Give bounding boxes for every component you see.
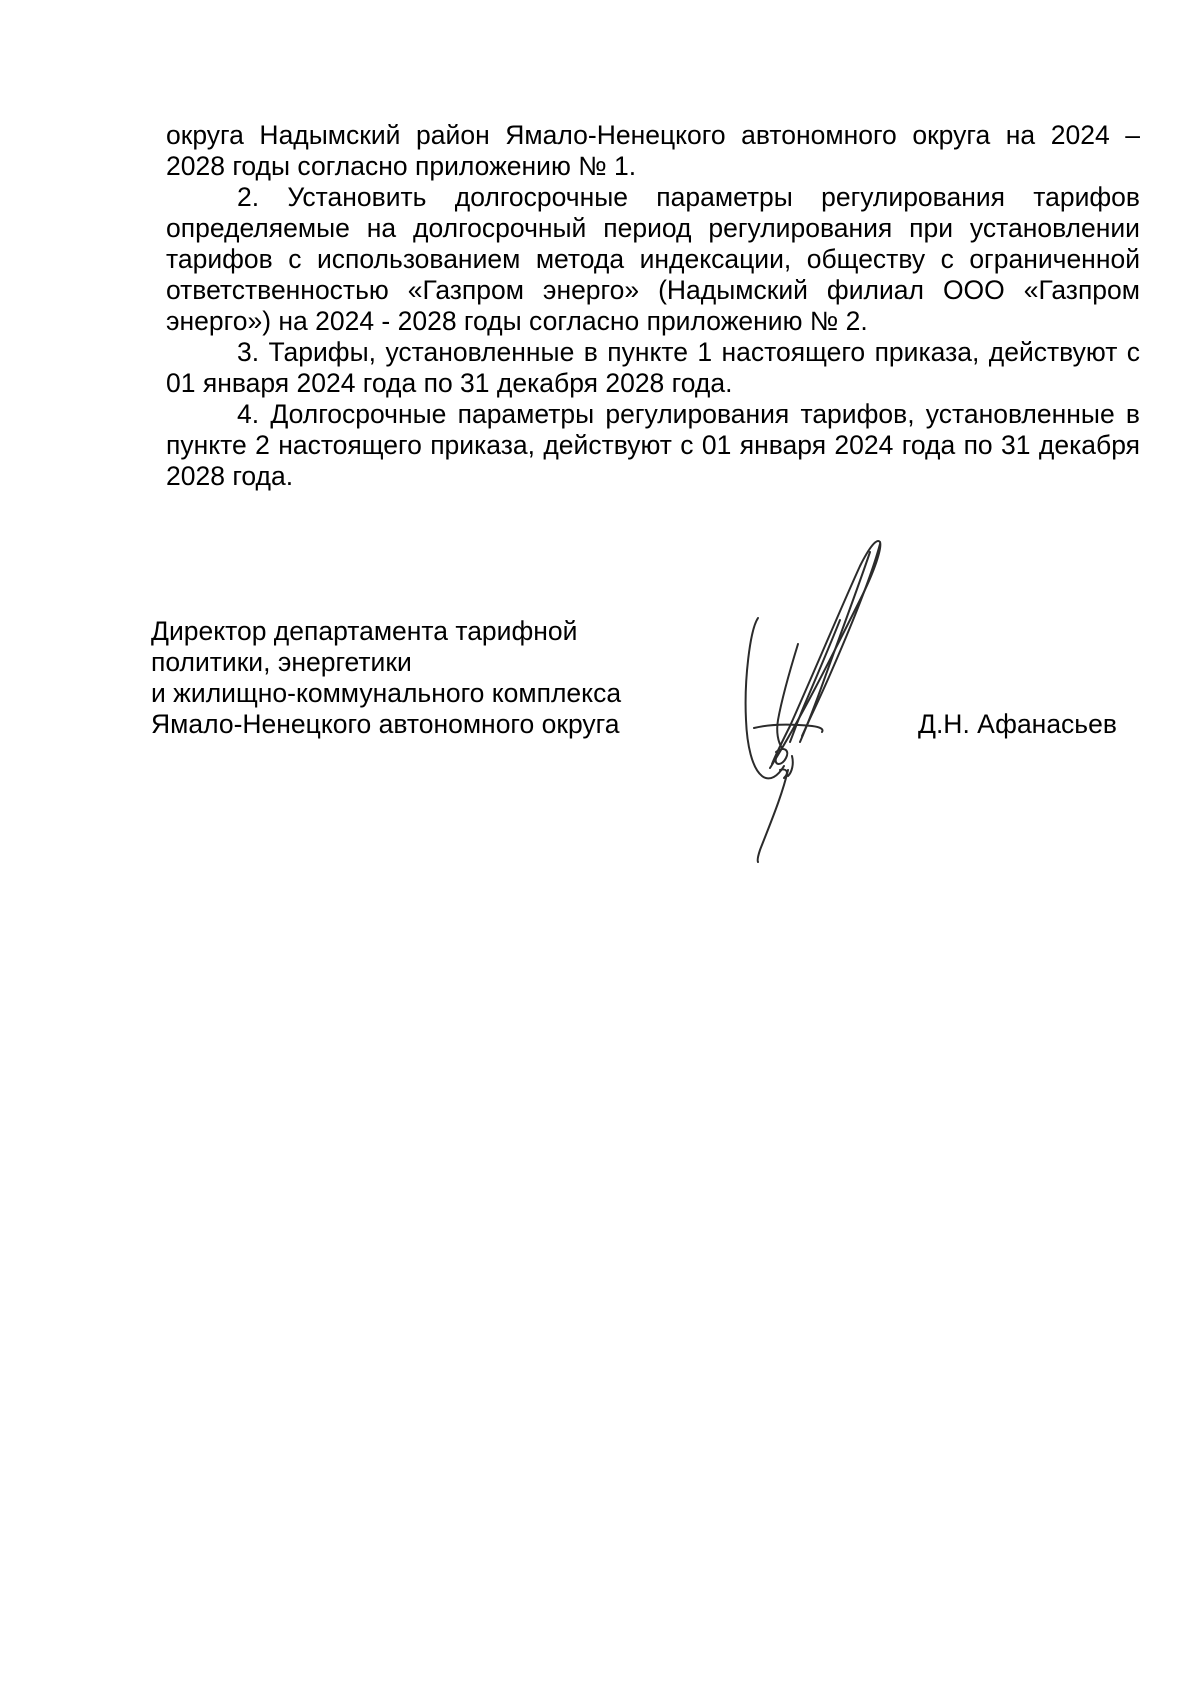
- signatory-position: [151, 616, 711, 740]
- signatory-position-line: политики, энергетики: [151, 647, 412, 677]
- signatory-name: Д.Н. Афанасьев: [918, 709, 1117, 739]
- handwritten-signature: [720, 520, 960, 870]
- paragraph-item-2: 2. Установить долгосрочные параметры регулирования тарифов определяемые на долгосрочный период регулирования при установлении тарифов с использованием метода индексации, обществу с ограниченной ответственностью «Газпром энерго» (Надымский филиал ООО «Газпром энерго») на 2024 - 2028 годы согласно приложению № 2.: [166, 182, 1140, 336]
- signatory-position-line: Директор департамента тарифной: [151, 616, 578, 646]
- paragraph-continuation: округа Надымский район Ямало-Ненецкого автономного округа на 2024 – 2028 годы согласно приложению № 1.: [166, 120, 1140, 181]
- signatory-position-line: Ямало-Ненецкого автономного округа: [151, 709, 620, 739]
- paragraph-item-4: 4. Долгосрочные параметры регулирования тарифов, установленные в пункте 2 настоящего приказа, действуют с 01 января 2024 года по 31 декабря 2028 года.: [166, 399, 1140, 491]
- signatory-position-line: и жилищно-коммунального комплекса: [151, 678, 622, 708]
- order-body-text: [166, 120, 1140, 492]
- paragraph-item-3: 3. Тарифы, установленные в пункте 1 настоящего приказа, действуют с 01 января 2024 года по 31 декабря 2028 года.: [166, 337, 1140, 398]
